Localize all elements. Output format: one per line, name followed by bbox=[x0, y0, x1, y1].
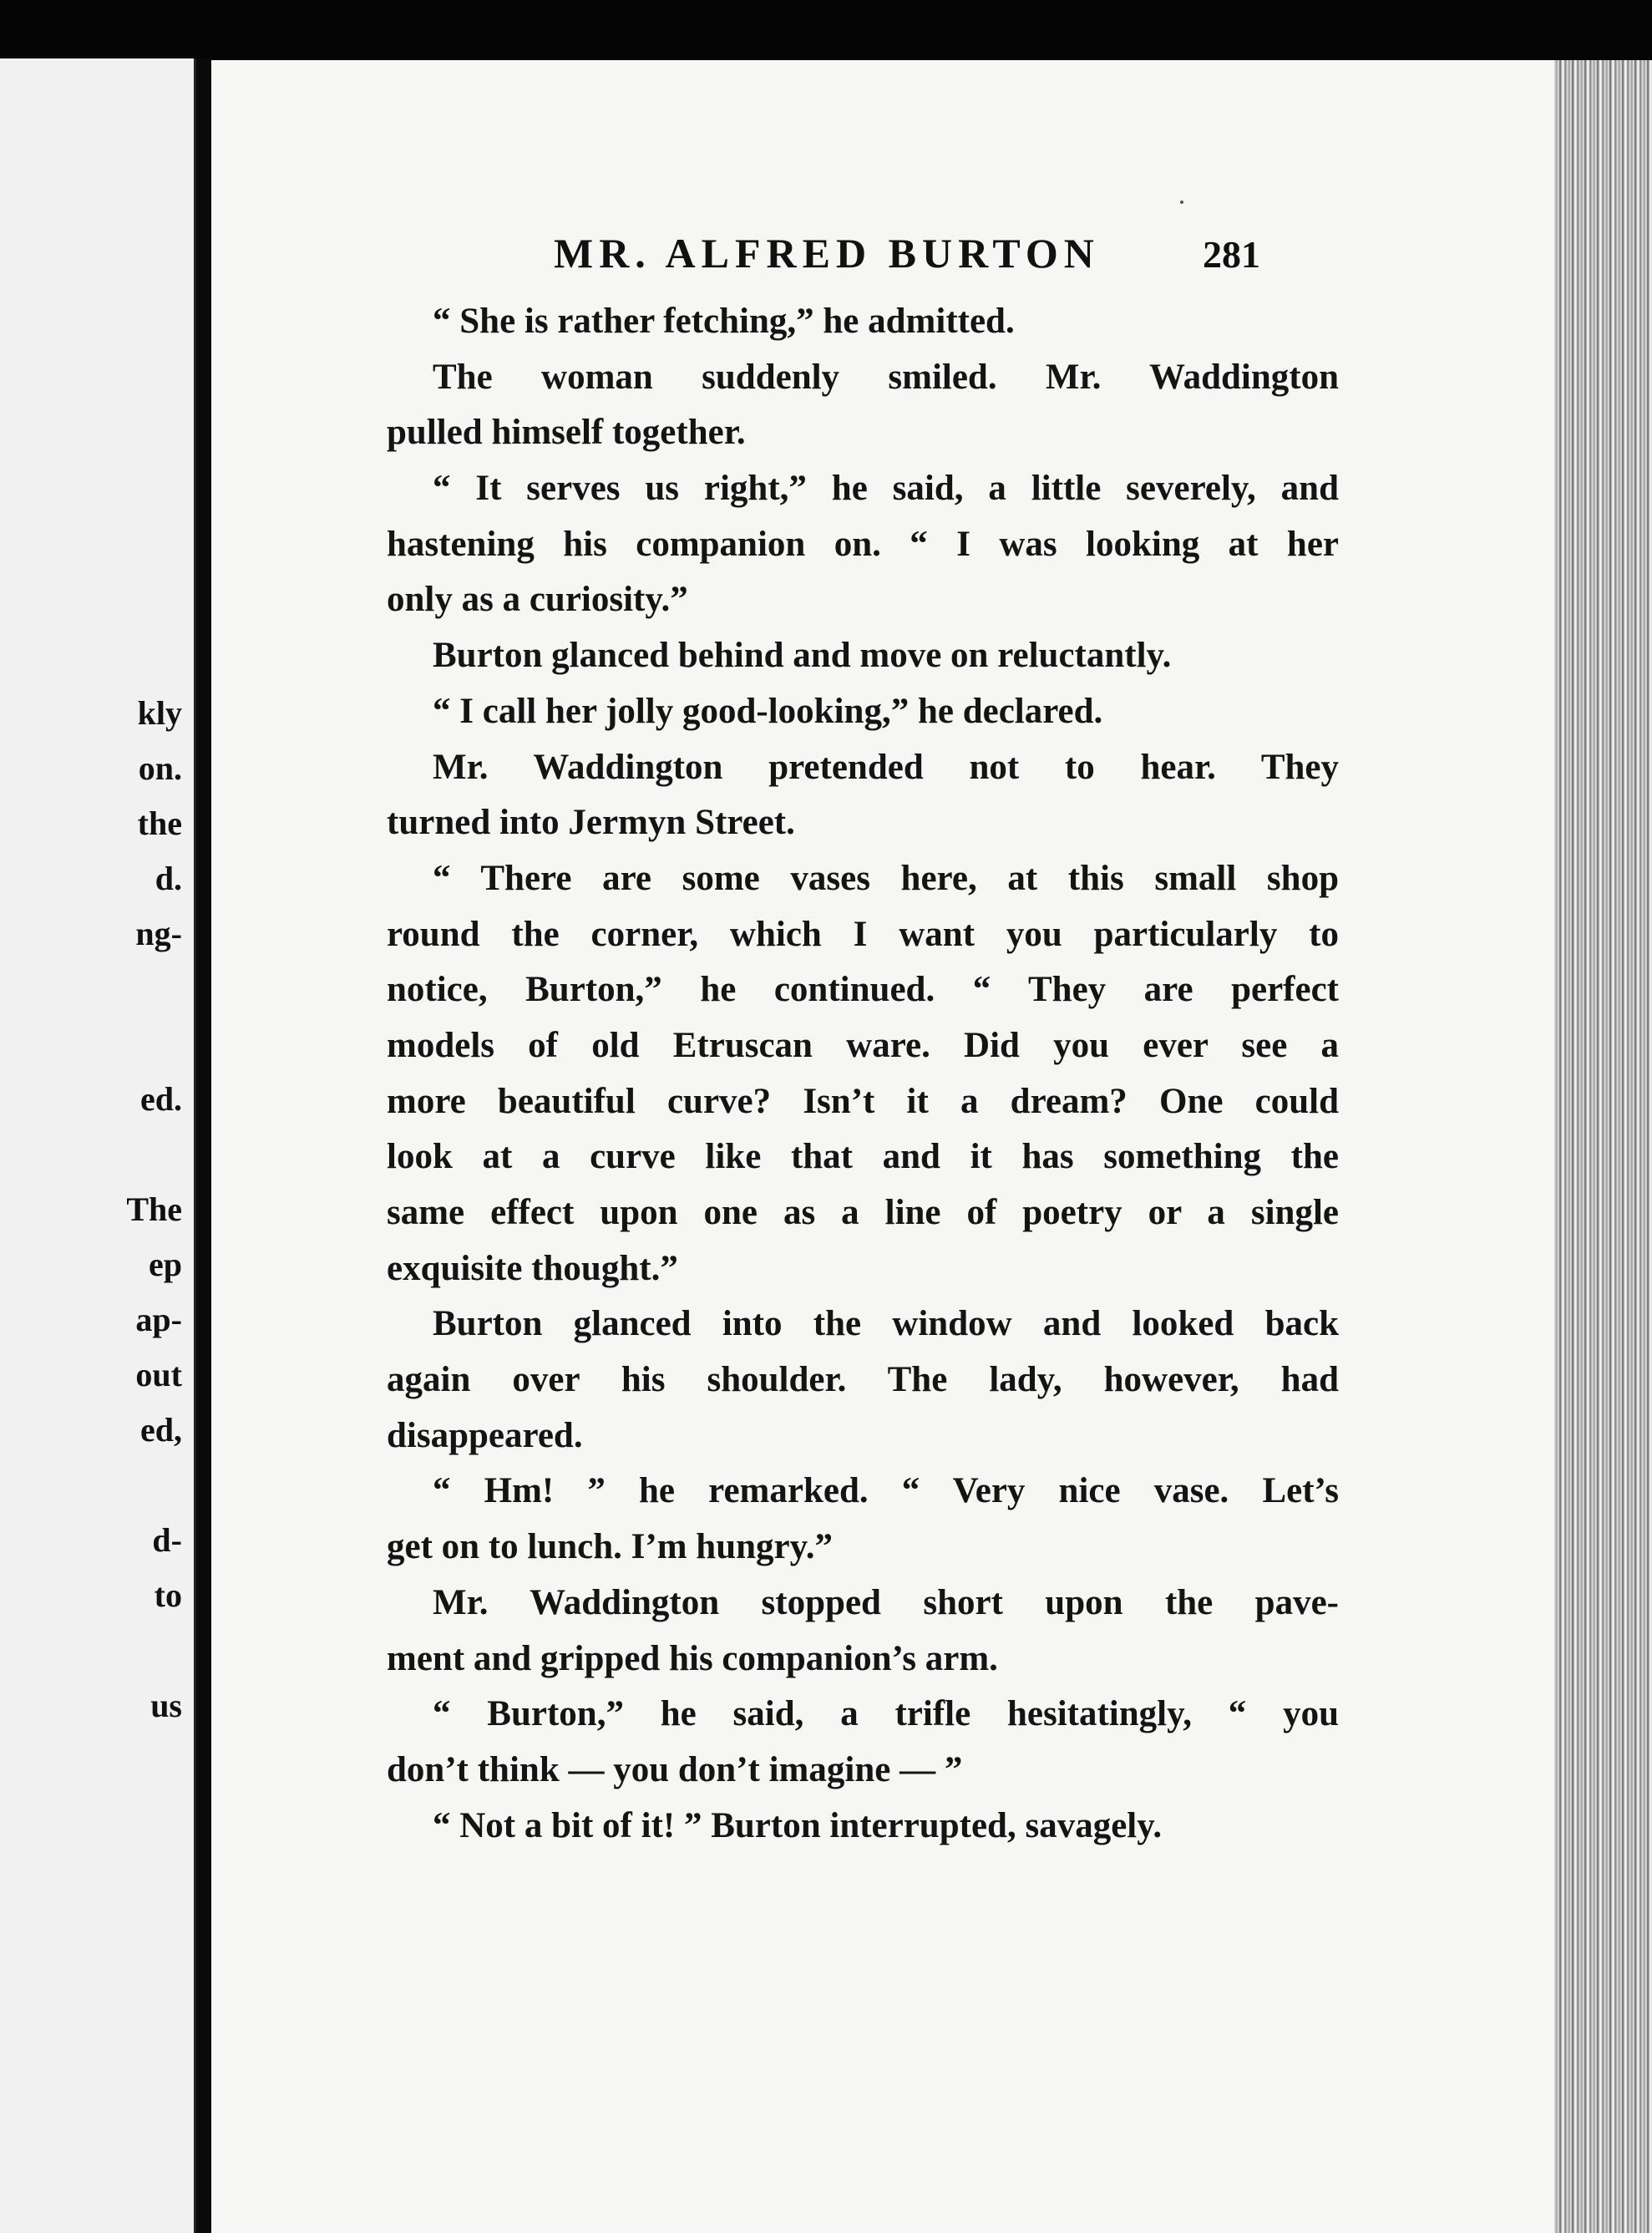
text-line: more beautiful curve? Isn’t it a dream? One could bbox=[387, 1081, 1339, 1121]
text-line: models of old Etruscan ware. Did you ever see a bbox=[387, 1025, 1339, 1065]
text-line: pulled himself together. bbox=[387, 413, 746, 453]
facing-page-fragment: ng- bbox=[135, 915, 182, 952]
dust-speck bbox=[1180, 200, 1183, 204]
text-line: “ Hm! ” he remarked. “ Very nice vase. Let’s bbox=[433, 1471, 1339, 1511]
page-edges-stack bbox=[1554, 60, 1652, 2233]
facing-page-fragment: ed, bbox=[140, 1411, 182, 1449]
text-line: “ Not a bit of it! ” Burton interrupted, savagely. bbox=[433, 1805, 1163, 1845]
text-line: “ It serves us right,” he said, a little severely, and bbox=[433, 469, 1339, 509]
facing-page-fragment: ed. bbox=[140, 1080, 182, 1118]
text-line: only as a curiosity.” bbox=[387, 580, 688, 620]
text-line: look at a curve like that and it has something the bbox=[387, 1137, 1339, 1177]
text-line: disappeared. bbox=[387, 1415, 583, 1455]
page-number: 281 bbox=[1203, 233, 1260, 276]
text-line: The woman suddenly smiled. Mr. Waddington bbox=[433, 357, 1339, 397]
text-line: get on to lunch. I’m hungry.” bbox=[387, 1527, 833, 1567]
text-line: Mr. Waddington stopped short upon the pave- bbox=[433, 1582, 1339, 1622]
facing-page-fragment: ap- bbox=[135, 1301, 182, 1338]
body-text bbox=[387, 294, 1339, 1854]
facing-page-fragment: out bbox=[135, 1356, 182, 1393]
text-line: don’t think — you don’t imagine — ” bbox=[387, 1749, 963, 1789]
facing-page-left bbox=[0, 58, 196, 2233]
text-line: “ There are some vases here, at this small shop bbox=[433, 858, 1339, 898]
text-line: “ Burton,” he said, a trifle hesitatingly, “ you bbox=[433, 1694, 1339, 1734]
text-line: exquisite thought.” bbox=[387, 1248, 678, 1288]
text-line: notice, Burton,” he continued. “ They are perfect bbox=[387, 970, 1339, 1010]
text-line: turned into Jermyn Street. bbox=[387, 803, 795, 843]
running-head-title: MR. ALFRED BURTON bbox=[554, 230, 1100, 277]
text-line: “ She is rather fetching,” he admitted. bbox=[433, 302, 1015, 341]
running-head bbox=[342, 229, 1345, 279]
text-line: same effect upon one as a line of poetry or a single bbox=[387, 1193, 1339, 1232]
facing-page-fragment: d. bbox=[155, 860, 182, 897]
facing-page-fragment: d- bbox=[152, 1521, 182, 1559]
text-line: hastening his companion on. “ I was looking at her bbox=[387, 524, 1339, 564]
book-gutter bbox=[196, 58, 211, 2233]
facing-page-fragment: to bbox=[154, 1576, 182, 1614]
facing-page-fragment: us bbox=[150, 1687, 182, 1724]
text-line: Burton glanced into the window and looked back bbox=[433, 1304, 1339, 1344]
text-line: ment and gripped his companion’s arm. bbox=[387, 1638, 998, 1678]
facing-page-fragment: kly bbox=[137, 694, 182, 732]
facing-page-fragment: The bbox=[126, 1190, 182, 1228]
text-line: again over his shoulder. The lady, however, had bbox=[387, 1360, 1339, 1400]
text-line: “ I call her jolly good-looking,” he declared. bbox=[433, 691, 1103, 731]
facing-page-fragment: on. bbox=[138, 749, 182, 787]
text-line: Mr. Waddington pretended not to hear. They bbox=[433, 747, 1339, 787]
text-line: round the corner, which I want you particularly to bbox=[387, 914, 1339, 954]
facing-page-fragment: the bbox=[137, 804, 182, 842]
facing-page-fragment: ep bbox=[149, 1246, 182, 1283]
text-line: Burton glanced behind and move on reluctantly. bbox=[433, 636, 1172, 676]
